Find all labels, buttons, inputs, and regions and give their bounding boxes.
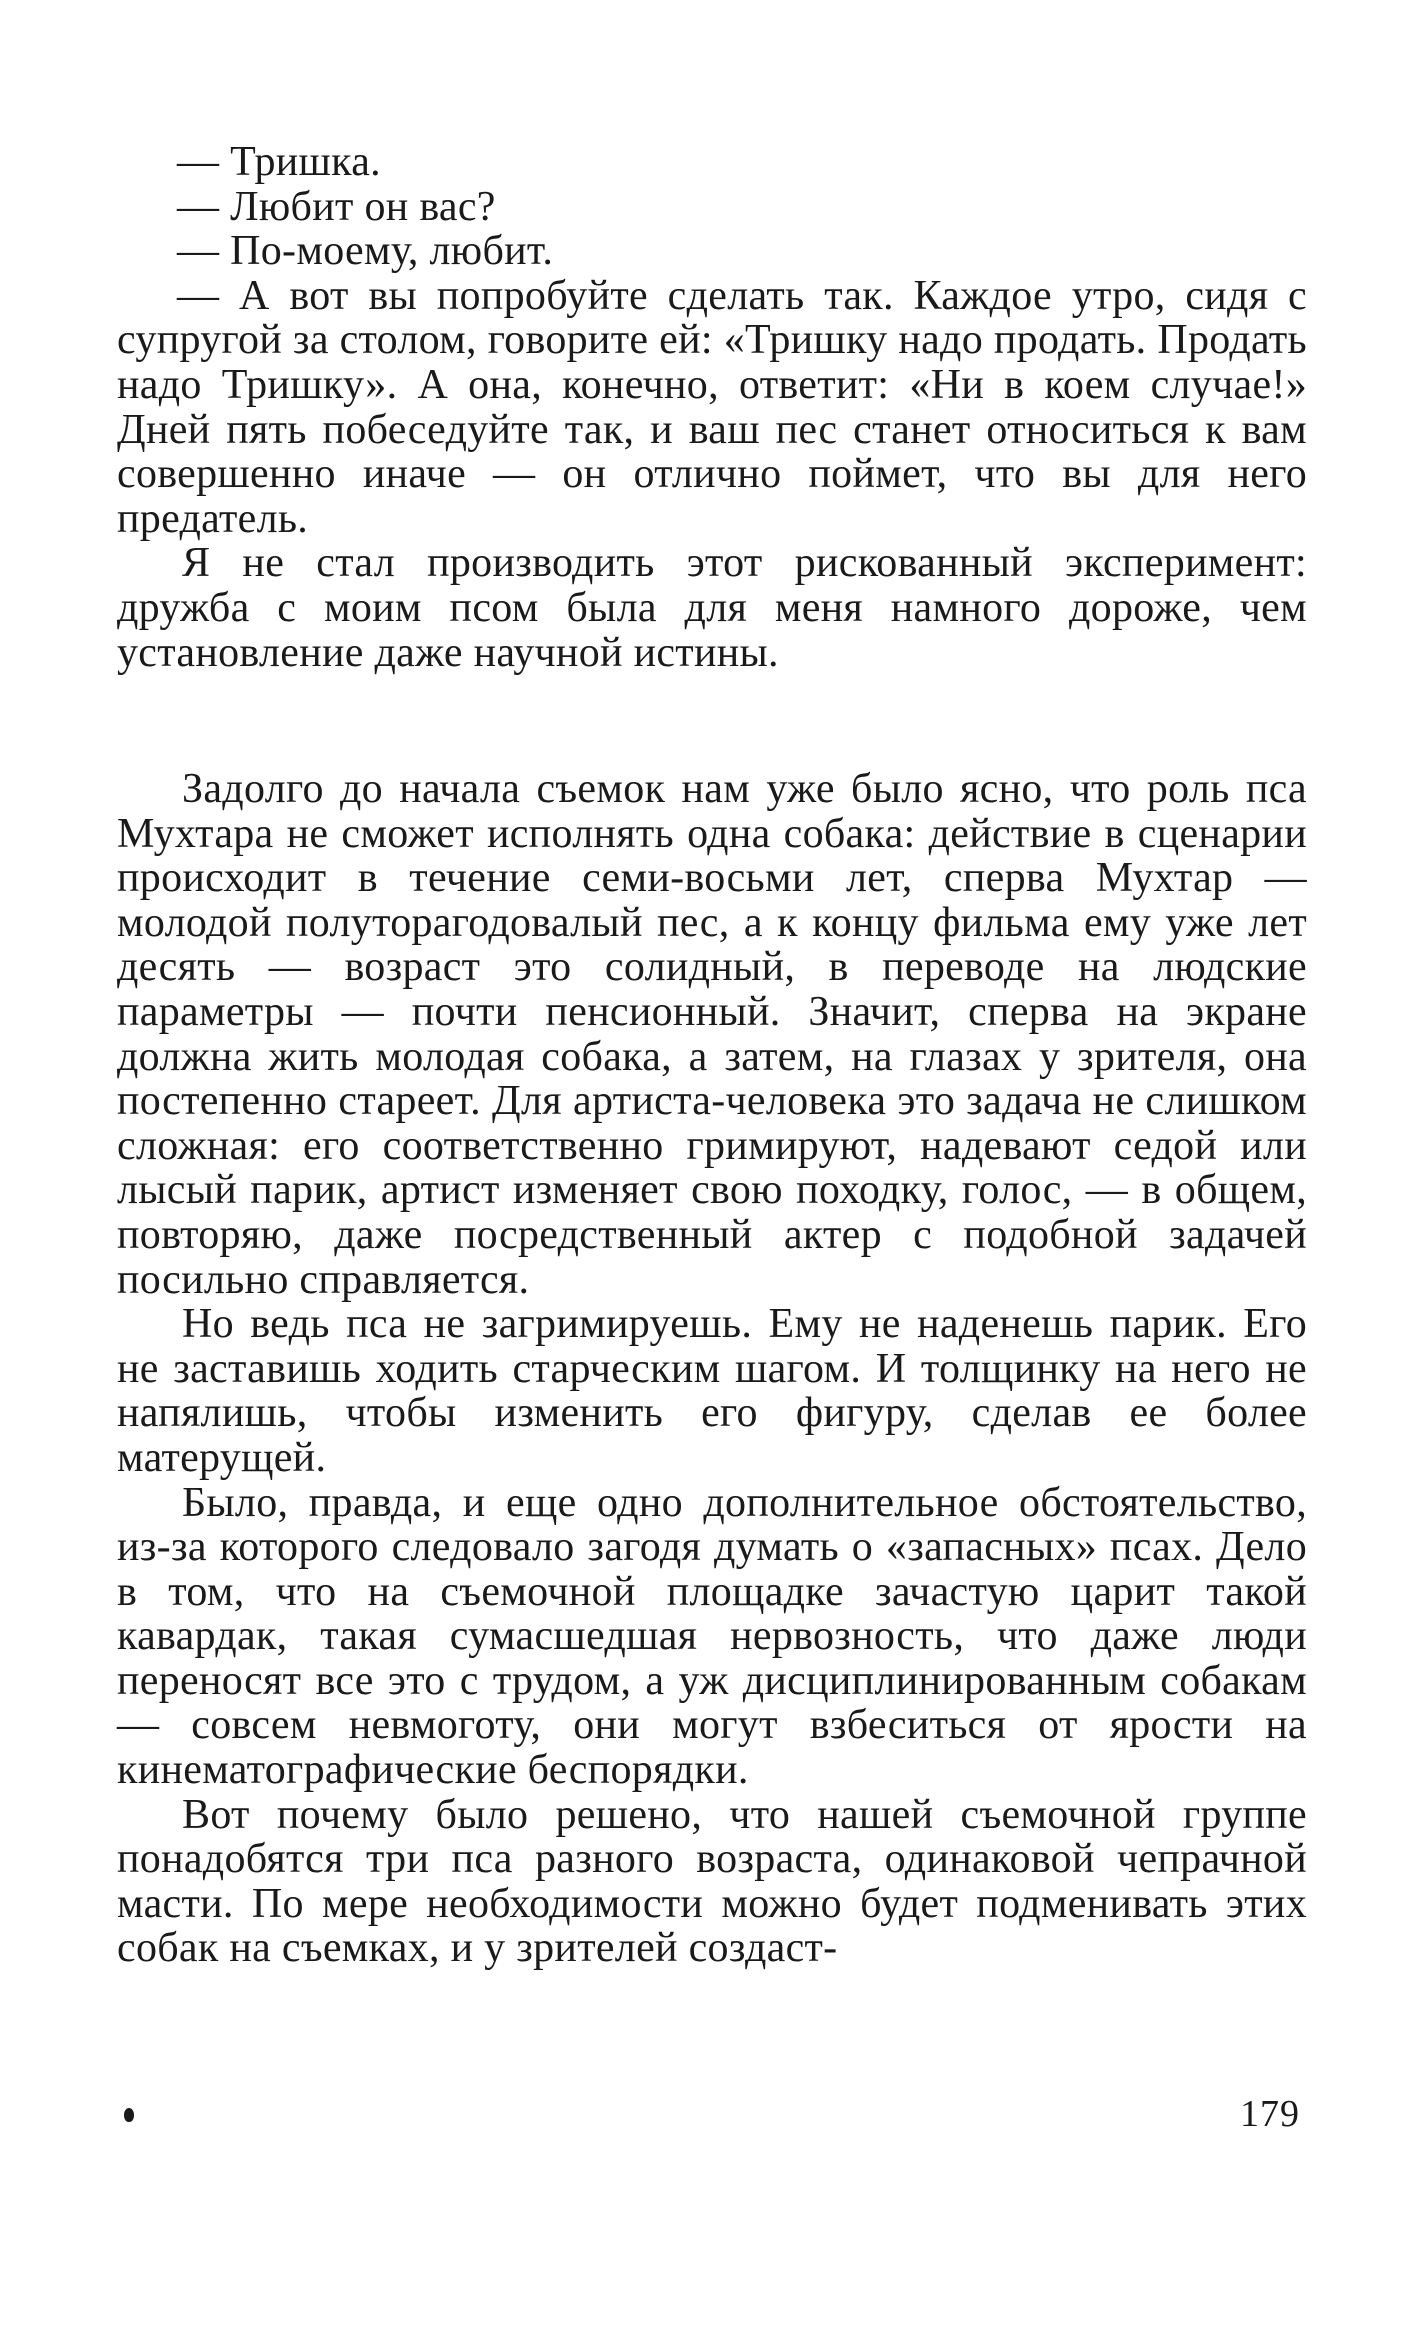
paragraph: Вот почему было решено, что нашей съемочной группе понадобятся три пса разного возраста, одинаковой чепрачной масти. По мере необходимости можно будет подменивать этих собак на съемках, и у зрителей создаст- <box>117 1791 1307 1972</box>
paragraph: Я не стал производить этот рискованный эксперимент: дружба с моим псом была для меня намного дороже, чем установление даже научной истины. <box>117 540 1307 676</box>
dialog-line: — А вот вы попробуйте сделать так. Каждое утро, сидя с супругой за столом, говорите ей: «Тришку надо продать. Продать надо Тришку». А она, конечно, ответит: «Ни в коем случае!» Дней пять побеседуйте так, и ваш пес станет относиться к вам совершенно иначе — он отлично поймет, что вы для него предатель. <box>117 272 1307 542</box>
paragraph: Было, правда, и еще одно дополнительное обстоятельство, из-за которого следовало загодя думать о «запасных» псах. Дело в том, что на съемочной площадке зачастую царит такой кавардак, такая сумасшедшая нервозность, что даже люди переносят все это с трудом, а уж дисциплинированным собакам — совсем невмоготу, они могут взбеситься от ярости на кинематографические беспорядки. <box>117 1479 1307 1794</box>
page-number: 179 <box>1240 2093 1300 2135</box>
paragraph: Задолго до начала съемок нам уже было ясно, что роль пса Мухтара не сможет исполнять одна собака: действие в сценарии происходит в течение семи-восьми лет, сперва Мухтар — молодой полуторагодовалый пес, а к концу фильма ему уже лет десять — возраст это солидный, в переводе на людские параметры — почти пенсионный. Значит, сперва на экране должна жить молодая собака, а затем, на глазах у зрителя, она постепенно стареет. Для артиста-человека это задача не слишком сложная: его соответственно гримируют, надевают седой или лысый парик, артист изменяет свою походку, голос, — в общем, повторяю, даже посредственный актер с подобной задачей посильно справляется. <box>117 766 1307 1303</box>
dialog-line: — По-моему, любит. <box>177 228 554 275</box>
text-section-2 <box>117 767 1307 1971</box>
text-section-1 <box>117 140 1307 675</box>
paragraph: Но ведь пса не загримируешь. Ему не наденешь парик. Его не заставишь ходить старческим шагом. И толщинку на него не напялишь, чтобы изменить его фигуру, сделав ее более матерущей. <box>117 1301 1307 1481</box>
signature-mark-icon <box>124 2108 134 2122</box>
dialog-line: — Тришка. <box>177 139 381 185</box>
dialog-line: — Любит он вас? <box>177 183 496 230</box>
